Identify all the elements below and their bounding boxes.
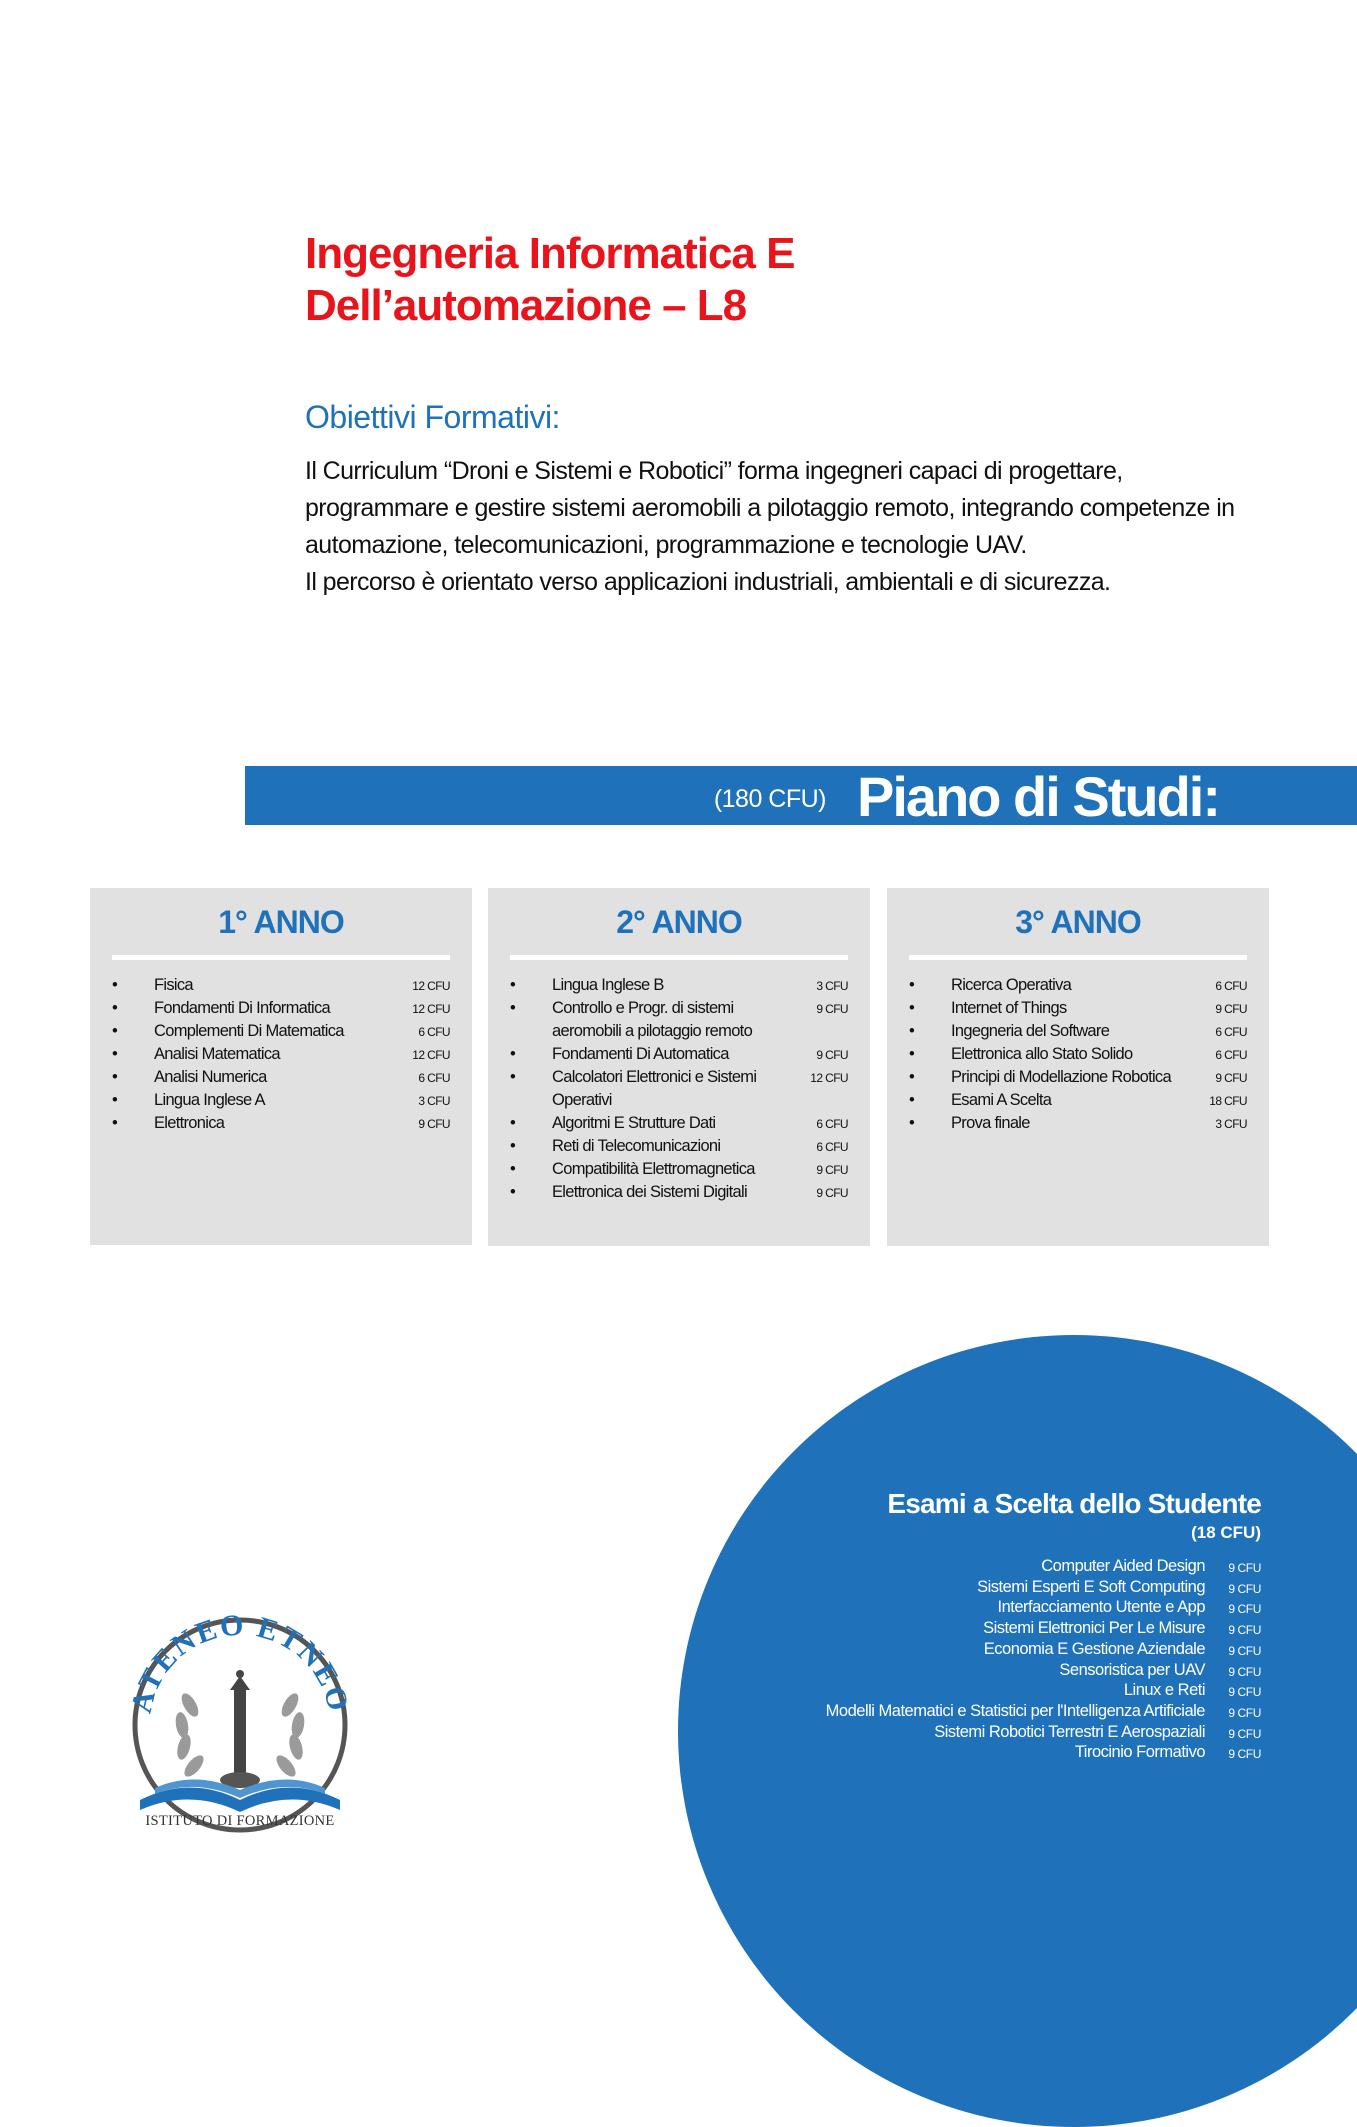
course-item <box>112 1112 450 1135</box>
course-cfu: 12 CFU <box>412 979 450 993</box>
course-name: Principi di Modellazione Robotica <box>951 1068 1171 1086</box>
course-item <box>112 974 450 997</box>
elective-cfu: 9 CFU <box>1228 1747 1261 1762</box>
elective-item <box>641 1680 1261 1701</box>
course-name: Elettronica allo Stato Solido <box>951 1045 1133 1063</box>
course-name: Reti di Telecomunicazioni <box>552 1137 721 1155</box>
elective-cfu: 9 CFU <box>1228 1561 1261 1575</box>
study-plan-cfu: (180 CFU) <box>713 785 826 813</box>
objectives-heading: Obiettivi Formativi: <box>305 399 560 435</box>
course-item <box>112 1066 450 1089</box>
course-item <box>112 1089 450 1112</box>
elective-item <box>641 1577 1261 1598</box>
elective-cfu: 9 CFU <box>1228 1664 1261 1679</box>
course-item <box>510 1135 848 1158</box>
course-name: Lingua Inglese A <box>154 1091 265 1109</box>
objectives-paragraph-2: Il percorso è orientato verso applicazioni industriali, ambientali e di sicurezza. <box>305 568 1111 596</box>
elective-name: Sistemi Esperti E Soft Computing <box>977 1577 1205 1596</box>
elective-name: Linux e Reti <box>1123 1681 1205 1700</box>
course-item <box>112 997 450 1020</box>
course-item <box>909 1020 1247 1043</box>
course-cfu: 3 CFU <box>816 979 848 993</box>
objectives-text <box>305 453 1245 601</box>
course-cfu: 6 CFU <box>816 1140 848 1154</box>
page-title <box>305 228 794 332</box>
title-line-2: Dell’automazione – L8 <box>305 281 747 330</box>
course-cfu: 12 CFU <box>412 1048 450 1062</box>
course-name: Fondamenti Di Automatica <box>552 1045 729 1063</box>
elective-cfu: 9 CFU <box>1228 1705 1261 1720</box>
course-cfu: 6 CFU <box>418 1025 450 1039</box>
logo-arc-text: ATENEO ETNEO <box>124 1610 356 1717</box>
elective-item <box>641 1556 1261 1577</box>
electives-subtitle: (18 CFU) <box>1191 1523 1261 1542</box>
course-item <box>909 1066 1247 1089</box>
course-cfu: 3 CFU <box>418 1094 450 1108</box>
elective-cfu: 9 CFU <box>1228 1623 1261 1638</box>
course-cfu: 3 CFU <box>1215 1117 1247 1131</box>
course-item <box>510 1181 848 1204</box>
course-cfu: 12 CFU <box>810 1071 848 1085</box>
course-cfu: 9 CFU <box>816 1002 848 1016</box>
course-item <box>510 974 848 997</box>
course-item <box>510 1043 848 1066</box>
course-cfu: 6 CFU <box>1215 1048 1247 1062</box>
elective-item <box>641 1701 1261 1722</box>
elective-item <box>641 1660 1261 1681</box>
course-name: Esami A Scelta <box>951 1091 1052 1109</box>
course-item <box>909 1043 1247 1066</box>
course-item <box>909 997 1247 1020</box>
course-name: Elettronica <box>154 1114 225 1132</box>
course-cfu: 9 CFU <box>816 1048 848 1062</box>
course-item <box>510 1066 848 1112</box>
elective-item <box>641 1639 1261 1660</box>
logo-caption: ISTITUTO DI FORMAZIONE <box>145 1813 335 1829</box>
elective-item <box>641 1618 1261 1639</box>
course-name: Calcolatori Elettronici e Sistemi Operativi <box>552 1068 757 1109</box>
course-name: Prova finale <box>951 1114 1030 1132</box>
course-item <box>112 1043 450 1066</box>
elective-name: Tirocinio Formativo <box>1074 1743 1205 1762</box>
electives-title: Esami a Scelta dello Studente <box>887 1488 1261 1519</box>
course-cfu: 9 CFU <box>1215 1002 1247 1016</box>
course-item <box>510 997 848 1043</box>
course-item <box>510 1158 848 1181</box>
course-name: Elettronica dei Sistemi Digitali <box>552 1183 747 1201</box>
elective-name: Modelli Matematici e Statistici per l'Intelligenza Artificiale <box>825 1701 1205 1720</box>
course-name: Analisi Matematica <box>154 1045 280 1063</box>
course-cfu: 6 CFU <box>1215 1025 1247 1039</box>
course-cfu: 18 CFU <box>1209 1094 1247 1108</box>
ateneo-etneo-logo <box>120 1610 360 1840</box>
course-name: Algoritmi E Strutture Dati <box>552 1114 716 1132</box>
divider <box>909 955 1247 960</box>
course-cfu: 6 CFU <box>816 1117 848 1131</box>
elective-item <box>641 1597 1261 1618</box>
study-plan-title: Piano di Studi: <box>857 765 1219 828</box>
elective-name: Computer Aided Design <box>1041 1557 1205 1575</box>
course-item <box>909 1112 1247 1135</box>
study-plan-banner <box>245 765 1357 828</box>
elective-name: Economia E Gestione Aziendale <box>983 1639 1205 1658</box>
elective-name: Sistemi Robotici Terrestri E Aerospaziali <box>934 1722 1205 1741</box>
course-item <box>909 974 1247 997</box>
elective-name: Sistemi Elettronici Per Le Misure <box>983 1619 1205 1638</box>
elective-name: Sensoristica per UAV <box>1059 1660 1205 1679</box>
course-item <box>909 1089 1247 1112</box>
electives-section <box>641 1488 1261 1763</box>
divider <box>112 955 450 960</box>
course-cfu: 6 CFU <box>418 1071 450 1085</box>
year-3-panel <box>887 888 1269 1246</box>
year-2-panel <box>488 888 870 1246</box>
course-name: Ricerca Operativa <box>951 976 1072 994</box>
course-name: Lingua Inglese B <box>552 976 664 994</box>
elective-item <box>641 1722 1261 1743</box>
course-cfu: 12 CFU <box>412 1002 450 1016</box>
year-1-title: 1° ANNO <box>218 904 344 940</box>
elective-cfu: 9 CFU <box>1228 1685 1261 1700</box>
year-1-course-list <box>90 974 472 1135</box>
course-cfu: 9 CFU <box>418 1117 450 1131</box>
electives-list <box>641 1556 1261 1763</box>
elective-name: Interfacciamento Utente e App <box>997 1598 1205 1617</box>
elective-cfu: 9 CFU <box>1228 1643 1261 1658</box>
year-2-title: 2° ANNO <box>616 904 742 940</box>
objectives-paragraph-1: Il Curriculum “Droni e Sistemi e Robotici” forma ingegneri capaci di progettare, programmare e gestire sistemi aeromobili a pilotaggio remoto, integrando competenze in automazione, telecomunicazioni, programmazione e tecnologie UAV. <box>305 457 1235 559</box>
elective-cfu: 9 CFU <box>1228 1581 1261 1596</box>
course-name: Ingegneria del Software <box>951 1022 1110 1040</box>
course-cfu: 6 CFU <box>1215 979 1247 993</box>
course-name: Fondamenti Di Informatica <box>154 999 330 1017</box>
elective-cfu: 9 CFU <box>1228 1602 1261 1617</box>
elective-item <box>641 1742 1261 1763</box>
course-name: Fisica <box>154 976 193 994</box>
divider <box>510 955 848 960</box>
course-item <box>112 1020 450 1043</box>
year-3-title: 3° ANNO <box>1015 904 1141 940</box>
year-1-panel <box>90 888 472 1245</box>
year-3-course-list <box>887 974 1269 1135</box>
course-name: Complementi Di Matematica <box>154 1022 344 1040</box>
course-name: Compatibilità Elettromagnetica <box>552 1160 755 1178</box>
course-name: Analisi Numerica <box>154 1068 267 1086</box>
course-cfu: 9 CFU <box>816 1163 848 1177</box>
course-name: Controllo e Progr. di sistemi aeromobili a pilotaggio remoto <box>552 999 753 1040</box>
course-name: Internet of Things <box>951 999 1067 1017</box>
title-line-1: Ingegneria Informatica E <box>305 229 795 278</box>
course-cfu: 9 CFU <box>1215 1071 1247 1085</box>
course-item <box>510 1112 848 1135</box>
elective-cfu: 9 CFU <box>1228 1726 1261 1741</box>
monument-icon <box>220 1670 260 1788</box>
year-2-course-list <box>488 974 870 1204</box>
course-cfu: 9 CFU <box>816 1186 848 1200</box>
